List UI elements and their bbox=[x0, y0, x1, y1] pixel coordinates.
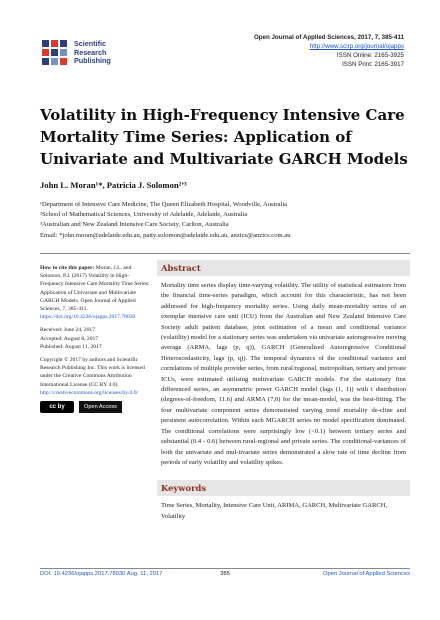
footer-divider bbox=[40, 568, 410, 569]
publisher-line-1: Scientific bbox=[74, 39, 106, 49]
paper-title: Volatility in High-Frequency Intensive Care Mortality Time Series: Application of Univariate and Multivariate GARCH Models bbox=[40, 106, 408, 168]
open-access-badge: Open Access bbox=[79, 401, 122, 413]
citation-block bbox=[40, 264, 152, 321]
publisher-logo bbox=[40, 38, 160, 68]
dates-block bbox=[40, 326, 152, 351]
affiliations bbox=[40, 200, 410, 241]
cc-by-icon[interactable]: cc by bbox=[40, 401, 74, 413]
citation-doi-link[interactable]: https://doi.org/10.4236/ojapps.2017.78030 bbox=[40, 314, 136, 321]
affiliation-2: ²School of Mathematical Sciences, University of Adelaide, Adelaide, Australia bbox=[40, 211, 248, 219]
publisher-name bbox=[74, 40, 111, 65]
copyright-block bbox=[40, 356, 152, 413]
abstract-body: Mortality time series display time-varying volatility. The utility of statistical estimators from the financial time-series paradigm, which account for this characteristic, has not been addressed for high-frequency mortality series. Using daily mean-mortality series of an exemplar intensive care unit (ICU) from the Australian and New Zealand Intensive Care Society adult patient database, joint estimation of a mean and conditional variance (volatility) model for a stationary series was undertaken via univariate autoregressive moving average (ARMA, lags (p, q)), GARCH (Generalised Autoregressive Conditional Heteroscedasticity, lags (p, q)). The temporal dynamics of the conditional variance and correlations of multiple provider series, from rural/regional, metropolitan, tertiary and private ICUs, were estimated utilising multivariate GARCH models. For the stationary first differenced series, an asymmetric power GARCH model (lags (1, 1)) with t distribution (degrees-of-freedom, 11.6) and ARMA (7,0) for the mean-model, was the best-fitting. The four multivariate component series demonstrated varying trend mortality de-cline and persistent autocorrelation. Within each MGARCH series no model specification dominated. The conditional correlations were surprisingly low (<0.1) between tertiary series and substantial (0.4 - 0.6) between rural-regional and private series. The conditional-variances of both the univariate and mul-tivariate series demonstrated a slow rate of time decline from periods of early volatility and volatility spikes. bbox=[161, 282, 406, 466]
journal-name: Open Journal of Applied Sciences, 2017, 7, 385-411 bbox=[253, 34, 404, 41]
article-sidebar bbox=[40, 264, 152, 418]
keywords-body: Time Series, Mortality, Intensive Care Unit, ARIMA, GARCH, Multivariate GARCH, Volatility bbox=[161, 502, 388, 520]
affiliation-3: ³Australian and New Zealand Intensive Care Society, Carlton, Australia bbox=[40, 221, 229, 229]
accepted-date: Accepted: August 8, 2017 bbox=[40, 335, 99, 342]
footer-journal-name: Open Journal of Applied Sciences bbox=[322, 571, 410, 577]
license-link[interactable]: http://creativecommons.org/licenses/by/4.0/ bbox=[40, 389, 139, 396]
main-column bbox=[157, 260, 410, 522]
received-date: Received: June 24, 2017 bbox=[40, 327, 95, 334]
footer-doi[interactable]: DOI: 10.4236/ojapps.2017.78030 Aug. 11, 2017 bbox=[40, 571, 163, 577]
page-number: 385 bbox=[220, 571, 230, 577]
publisher-line-3: Publishing bbox=[74, 56, 111, 66]
journal-url-link[interactable]: http://www.scirp.org/journal/ojapps bbox=[309, 43, 404, 50]
publisher-line-2: Research bbox=[74, 47, 107, 57]
author-emails: Email: *john.moran@adelaide.edu.au, patty.solomon@adelaide.edu.au, anzics@anzics.com.au bbox=[40, 231, 291, 239]
issn-print: ISSN Print: 2165-3917 bbox=[342, 61, 404, 68]
affiliation-1: ¹Department of Intensive Care Medicine, The Queen Elizabeth Hospital, Woodville, Australia bbox=[40, 201, 288, 208]
header-divider bbox=[40, 253, 410, 254]
published-date: Published: August 11, 2017 bbox=[40, 343, 102, 350]
publisher-logo-icon bbox=[40, 38, 70, 68]
keywords-heading: Keywords bbox=[157, 480, 410, 496]
copyright-text: Copyright © 2017 by authors and Scientific Research Publishing Inc. This work is licensed under the Creative Commons Attribution International License (CC BY 4.0). bbox=[40, 357, 145, 388]
author-list: John L. Moran¹*, Patricia J. Solomon²ʼ³ bbox=[40, 180, 187, 190]
issn-online: ISSN Online: 2165-3925 bbox=[336, 52, 404, 59]
license-badges bbox=[40, 401, 152, 413]
journal-info bbox=[254, 33, 404, 69]
citation-label: How to cite this paper: bbox=[40, 265, 95, 271]
abstract-heading: Abstract bbox=[157, 260, 410, 276]
citation-text: Moran, J.L. and Solomon, P.J. (2017) Volatility in High-Frequency Intensive Care Mortality Time Series: Application of Univariate and Multivariate GARCH Models. Open Journal of Applied Sciences, 7, 385-411. bbox=[40, 265, 150, 313]
